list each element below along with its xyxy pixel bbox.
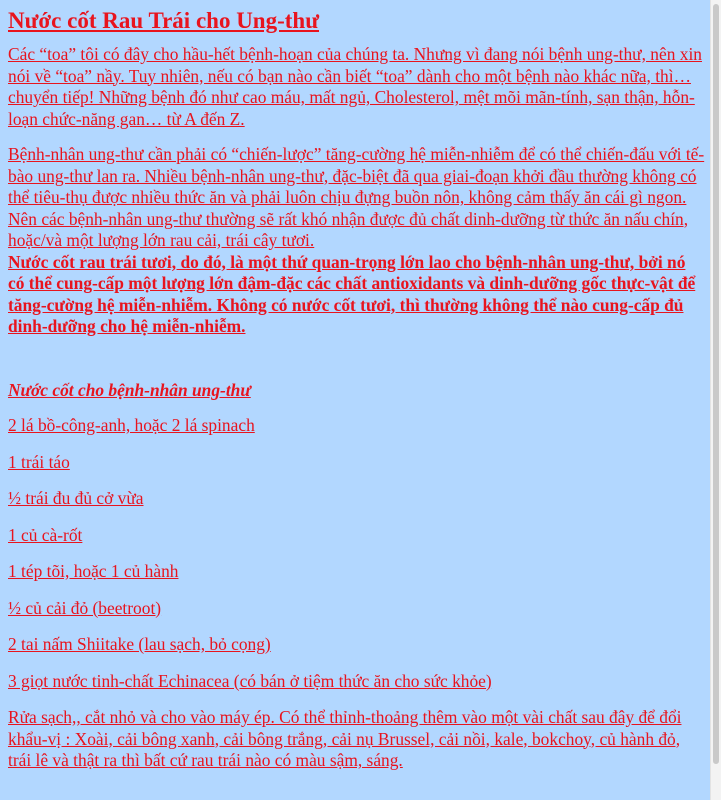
empty-paragraph: [8, 348, 706, 370]
ingredient-item: ½ trái đu đủ cở vừa: [8, 488, 144, 508]
instructions-paragraph: Rửa sạch,, cắt nhỏ và cho vào máy ép. Có thể thỉnh-thoảng thêm vào một vài chất sau đây để đổi khẩu-vị : Xoài, cải bông xanh, cải bông trắng, cải nụ Brussel, cải nồi, kale, bokchoy, củ hành đỏ, trái lê và thật ra thì bất cứ rau trái nào có màu sậm, sáng.: [8, 707, 682, 770]
intro-paragraph: Các “toa” tôi có đây cho hầu-hết bệnh-hoạn của chúng ta. Nhưng vì đang nói bệnh ung-thư, nên xin nói về “toa” nầy. Tuy nhiên, nếu có bạn nào cần biết “toa” dành cho một bệnh nào khác nữa, thì… chuyển tiếp! Những bệnh đó như cao máu, mất ngủ, Cholesterol, mệt mõi mãn-tính, sạn thận, hỗn-loạn chức-năng gan… từ A đến Z.: [8, 44, 702, 129]
ingredient-item: ½ củ cải đỏ (beetroot): [8, 597, 162, 618]
ingredient-list: [8, 415, 706, 692]
ingredient-item: 2 tai nấm Shiitake (lau sạch, bỏ cọng): [8, 634, 271, 654]
ingredient-item: 1 trái táo: [8, 451, 70, 472]
vertical-scrollbar[interactable]: [710, 0, 721, 800]
scrollbar-thumb[interactable]: [713, 4, 719, 764]
ingredient-item: 1 tép tõi, hoặc 1 củ hành: [8, 561, 179, 581]
ingredient-item: 2 lá bồ-công-anh, hoặc 2 lá spinach: [8, 415, 255, 435]
ingredient-item: 3 giọt nước tinh-chất Echinacea (có bán ở tiệm thức ăn cho sức khỏe): [8, 670, 492, 691]
recipe-heading: Nước cốt cho bệnh-nhân ung-thư: [8, 379, 251, 400]
strategy-paragraph: Bệnh-nhân ung-thư cần phải có “chiến-lược” tăng-cường hệ miễn-nhiễm để có thể chiến-đấu với tế-bào ung-thư lan ra. Nhiều bệnh-nhân ung-thư, đặc-biệt đã qua giai-đoạn khởi đầu thường không có thể tiêu-thụ được nhiều thức ăn và phải luôn chịu đựng buồn nôn, không cảm thấy ăn cái gì ngon. Nên các bệnh-nhân ung-thư thường sẽ rất khó nhận được đủ chất dinh-dưỡng từ thức ăn nấu chín, hoặc/và một lượng lớn rau cải, trái cây tươi.: [8, 144, 705, 250]
emphasis-paragraph: Nước cốt rau trái tươi, do đó, là một thứ quan-trọng lớn lao cho bệnh-nhân ung-thư, bởi nó có thể cung-cấp một lượng lớn đậm-đặc các chất antioxidants và dinh-dưỡng gốc thực-vật để tăng-cường hệ miễn-nhiễm. Không có nước cốt tươi, thì thường không thể nào cung-cấp đủ dinh-dưỡng cho hệ miễn-nhiễm.: [8, 251, 696, 336]
ingredient-item: 1 củ cà-rốt: [8, 524, 83, 545]
page-title: Nước cốt Rau Trái cho Ung-thư: [8, 8, 320, 33]
